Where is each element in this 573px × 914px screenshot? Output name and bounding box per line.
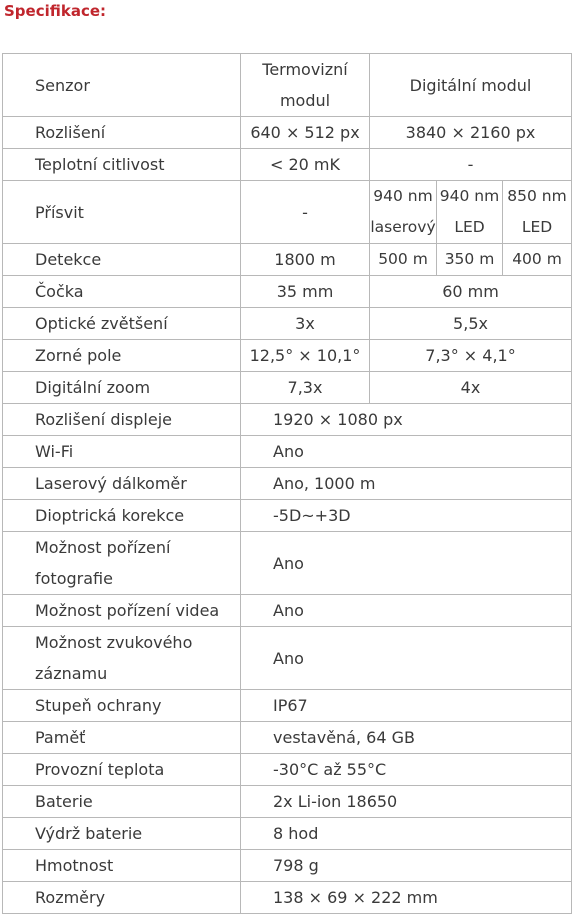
specification-table: [2, 53, 572, 914]
table-row: [3, 308, 572, 340]
table-row: [3, 340, 572, 372]
cell-label: Teplotní citlivost: [3, 149, 241, 181]
cell-value: 798 g: [241, 850, 572, 882]
cell-value: Ano: [241, 627, 572, 690]
table-row: [3, 117, 572, 149]
cell-digital: 5,5x: [370, 308, 572, 340]
table-row: [3, 372, 572, 404]
cell-thermal: -: [241, 181, 370, 244]
cell-digital: 60 mm: [370, 276, 572, 308]
cell-label: Provozní teplota: [3, 754, 241, 786]
cell-label: Čočka: [3, 276, 241, 308]
cell-label: Rozlišení: [3, 117, 241, 149]
cell-value: 1920 × 1080 px: [241, 404, 572, 436]
table-row: [3, 149, 572, 181]
cell-thermal: 12,5° × 10,1°: [241, 340, 370, 372]
cell-label: Výdrž baterie: [3, 818, 241, 850]
table-row: [3, 690, 572, 722]
cell-value: 138 × 69 × 222 mm: [241, 882, 572, 914]
cell-thermal: < 20 mK: [241, 149, 370, 181]
cell-thermal: 1800 m: [241, 244, 370, 276]
cell-label: Hmotnost: [3, 850, 241, 882]
cell-label: Možnost pořízení videa: [3, 595, 241, 627]
table-row: [3, 436, 572, 468]
cell-value: Ano, 1000 m: [241, 468, 572, 500]
cell-value: 2x Li-ion 18650: [241, 786, 572, 818]
cell-value: -30°C až 55°C: [241, 754, 572, 786]
table-row: [3, 786, 572, 818]
cell-digital-sub: 850 nm LED: [503, 181, 572, 244]
cell-thermal: 7,3x: [241, 372, 370, 404]
cell-label: Laserový dálkoměr: [3, 468, 241, 500]
cell-thermal-header: Termovizní modul: [241, 54, 370, 117]
section-heading: Specifikace:: [4, 2, 107, 20]
cell-label: Paměť: [3, 722, 241, 754]
cell-value: IP67: [241, 690, 572, 722]
cell-digital: 7,3° × 4,1°: [370, 340, 572, 372]
cell-label: Zorné pole: [3, 340, 241, 372]
table-row: [3, 404, 572, 436]
cell-label: Možnost zvukového záznamu: [3, 627, 241, 690]
cell-value: vestavěná, 64 GB: [241, 722, 572, 754]
cell-digital: 3840 × 2160 px: [370, 117, 572, 149]
cell-label: Stupeň ochrany: [3, 690, 241, 722]
table-row: [3, 244, 572, 276]
cell-digital-header: Digitální modul: [370, 54, 572, 117]
cell-digital-sub: 940 nm LED: [437, 181, 503, 244]
cell-value: -5D~+3D: [241, 500, 572, 532]
cell-label: Digitální zoom: [3, 372, 241, 404]
table-row: [3, 595, 572, 627]
cell-label: Optické zvětšení: [3, 308, 241, 340]
cell-label: Rozlišení displeje: [3, 404, 241, 436]
cell-label: Přísvit: [3, 181, 241, 244]
cell-label: Senzor: [3, 54, 241, 117]
cell-digital-sub: 940 nm laserový: [370, 181, 437, 244]
cell-thermal: 3x: [241, 308, 370, 340]
cell-thermal: 35 mm: [241, 276, 370, 308]
cell-digital-sub: 400 m: [503, 244, 572, 276]
cell-value: 8 hod: [241, 818, 572, 850]
cell-digital-sub: 350 m: [437, 244, 503, 276]
table-row: [3, 532, 572, 595]
cell-value: Ano: [241, 532, 572, 595]
table-row: [3, 627, 572, 690]
cell-value: Ano: [241, 436, 572, 468]
cell-digital: -: [370, 149, 572, 181]
table-row: [3, 276, 572, 308]
cell-label: Wi-Fi: [3, 436, 241, 468]
table-row: [3, 722, 572, 754]
cell-label: Dioptrická korekce: [3, 500, 241, 532]
table-row: [3, 500, 572, 532]
cell-label: Možnost pořízení fotografie: [3, 532, 241, 595]
table-row: [3, 181, 572, 244]
cell-thermal: 640 × 512 px: [241, 117, 370, 149]
cell-label: Rozměry: [3, 882, 241, 914]
table-row-header: [3, 54, 572, 117]
cell-digital: 4x: [370, 372, 572, 404]
cell-value: Ano: [241, 595, 572, 627]
table-row: [3, 882, 572, 914]
table-row: [3, 850, 572, 882]
cell-digital-sub: 500 m: [370, 244, 437, 276]
cell-label: Detekce: [3, 244, 241, 276]
table-row: [3, 468, 572, 500]
table-row: [3, 754, 572, 786]
cell-label: Baterie: [3, 786, 241, 818]
table-row: [3, 818, 572, 850]
